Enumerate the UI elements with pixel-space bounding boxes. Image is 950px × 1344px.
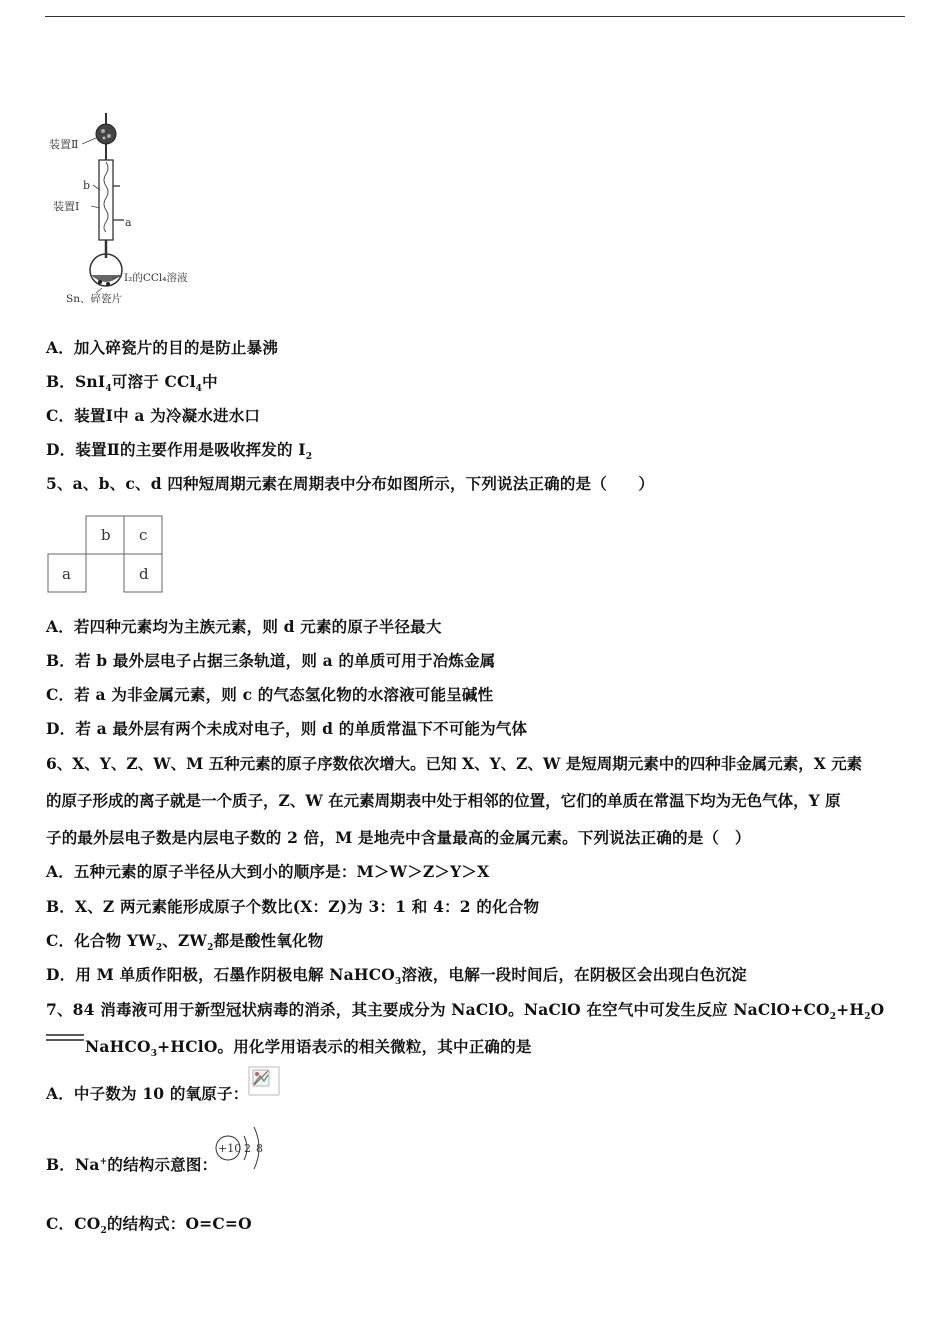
equals-sign [46,1033,84,1043]
q6-option-c: C．化合物 $YW_2$、$ZW_2$都是酸性氧化物 [46,931,324,954]
q5-option-c: C．若 a 为非金属元素，则 c 的气态氢化物的水溶液可能呈碱性 [46,685,494,704]
shell2-electrons: 8 [256,1142,263,1155]
q5-option-d: D．若 a 最外层有两个未成对电子，则 d 的单质常温下不可能为气体 [46,719,528,738]
label-a: a [125,216,132,229]
q7-option-a: A．中子数为 10 的氧原子： [46,1084,249,1103]
q6-stem-line1: 6、X、Y、Z、W、M 五种元素的原子序数依次增大。已知 X、Y、Z、W 是短周期元素中的四种非金属元素，X 元素 [46,754,863,773]
nucleus-charge: +10 [218,1142,242,1155]
q7-option-c: C．$CO_2$的结构式：O=C=O [46,1214,252,1237]
label-solution: I₂的CCl₄溶液 [124,272,188,284]
q5-option-b: B．若 b 最外层电子占据三条轨道，则 a 的单质可用于冶炼金属 [46,651,496,670]
na-ion-structure-diagram [212,1124,268,1174]
q4-option-c: C．装置Ⅰ中 a 为冷凝水进水口 [46,406,261,425]
cell-b: b [101,526,111,544]
label-device1: 装置Ⅰ [53,200,80,213]
periodic-table-fragment [46,514,166,596]
q4-option-d: D．装置Ⅱ的主要作用是吸收挥发的 $I_2$ [46,440,313,463]
cell-a: a [62,565,71,583]
q4-option-b: B．SnI$_4$可溶于 CCl$_4$中 [46,372,218,395]
q6-stem-line2: 的原子形成的离子就是一个质子，Z、W 在元素周期表中处于相邻的位置，它们的单质在常温下均为无色气体，Y 原 [46,791,841,810]
q7-stem-line1: 7、84 消毒液可用于新型冠状病毒的消杀，其主要成分为 NaClO。NaClO 在空气中可发生反应 $NaClO+CO_2+H_2O$ [46,1000,885,1023]
label-device2: 装置Ⅱ [49,138,79,151]
drying-bulb [96,124,116,144]
cell-c: c [139,526,148,544]
q6-stem-line3: 子的最外层电子数是内层电子数的 2 倍，M 是地壳中含量最高的金属元素。下列说法正确的是（ ） [46,828,751,847]
cell-d: d [139,565,149,583]
q7-stem-line2: NaHCO$_3$+HClO。用化学用语表示的相关微粒，其中正确的是 [85,1037,532,1060]
q5-stem: 5、a、b、c、d 四种短周期元素在周期表中分布如图所示，下列说法正确的是（ ） [46,474,655,493]
label-b: b [83,179,91,192]
q5-option-a: A．若四种元素均为主族元素，则 d 元素的原子半径最大 [46,617,442,636]
q6-option-d: D．用 M 单质作阳极，石墨作阴极电解 NaHCO$_3$溶液，电解一段时间后，在阴极区会出现白色沉淀 [46,965,747,988]
apparatus-diagram [44,108,214,313]
q4-option-a: A．加入碎瓷片的目的是防止暴沸 [46,338,279,357]
label-sn: Sn、碎瓷片 [66,293,122,305]
shell1-electrons: 2 [244,1142,251,1155]
q6-option-a: A．五种元素的原子半径从大到小的顺序是：M＞W＞Z＞Y＞X [46,862,490,881]
condenser [99,160,113,240]
header-rule [45,16,905,17]
q7-option-b: B．Na+的结构示意图： [46,1155,218,1174]
broken-image-icon [248,1066,280,1096]
q6-option-b: B．X、Z 两元素能形成原子个数比(X：Z)为 3：1 和 4：2 的化合物 [46,897,540,916]
